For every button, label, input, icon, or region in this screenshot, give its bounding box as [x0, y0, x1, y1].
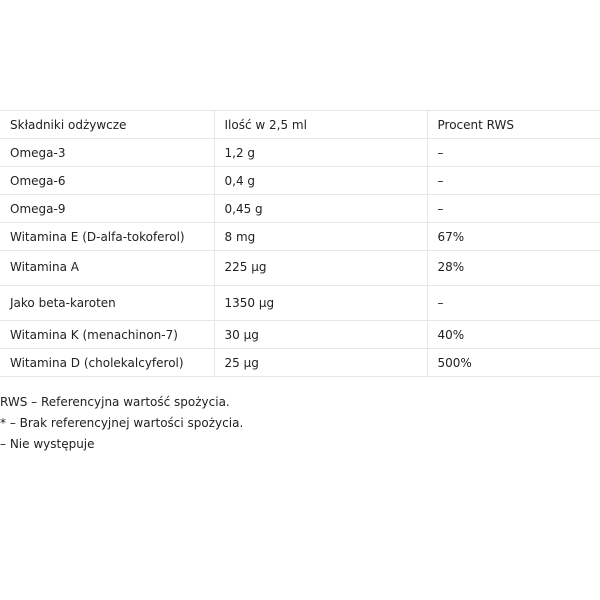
cell-amount: 225 µg — [214, 251, 427, 286]
cell-amount: 8 mg — [214, 223, 427, 251]
cell-amount: 25 µg — [214, 349, 427, 377]
cell-rws: – — [427, 139, 600, 167]
cell-nutrient: Omega-3 — [0, 139, 214, 167]
cell-rws: – — [427, 195, 600, 223]
cell-rws: 500% — [427, 349, 600, 377]
footnotes — [0, 392, 243, 455]
table-row — [0, 321, 600, 349]
cell-nutrient: Witamina A — [0, 251, 214, 286]
header-nutrients: Składniki odżywcze — [0, 111, 214, 139]
cell-nutrient: Witamina E (D-alfa-tokoferol) — [0, 223, 214, 251]
nutrition-table — [0, 110, 600, 377]
cell-rws: 40% — [427, 321, 600, 349]
footnote-rws: RWS – Referencyjna wartość spożycia. — [0, 395, 230, 409]
header-amount: Ilość w 2,5 ml — [214, 111, 427, 139]
table-row — [0, 286, 600, 321]
header-rws-percent: Procent RWS — [427, 111, 600, 139]
footnote-dash: – Nie występuje — [0, 437, 95, 451]
cell-nutrient: Jako beta-karoten — [0, 286, 214, 321]
table-header-row — [0, 111, 600, 139]
cell-rws: 28% — [427, 251, 600, 286]
cell-amount: 1,2 g — [214, 139, 427, 167]
cell-amount: 0,4 g — [214, 167, 427, 195]
cell-amount: 0,45 g — [214, 195, 427, 223]
cell-nutrient: Omega-6 — [0, 167, 214, 195]
cell-rws: – — [427, 167, 600, 195]
table-row — [0, 349, 600, 377]
table-row — [0, 139, 600, 167]
cell-nutrient: Omega-9 — [0, 195, 214, 223]
table-row — [0, 195, 600, 223]
table-row — [0, 251, 600, 286]
cell-nutrient: Witamina K (menachinon-7) — [0, 321, 214, 349]
cell-amount: 1350 µg — [214, 286, 427, 321]
table-row — [0, 223, 600, 251]
cell-rws: – — [427, 286, 600, 321]
footnote-asterisk: * – Brak referencyjnej wartości spożycia. — [0, 416, 244, 430]
cell-rws: 67% — [427, 223, 600, 251]
table-row — [0, 167, 600, 195]
cell-nutrient: Witamina D (cholekalcyferol) — [0, 349, 214, 377]
cell-amount: 30 µg — [214, 321, 427, 349]
